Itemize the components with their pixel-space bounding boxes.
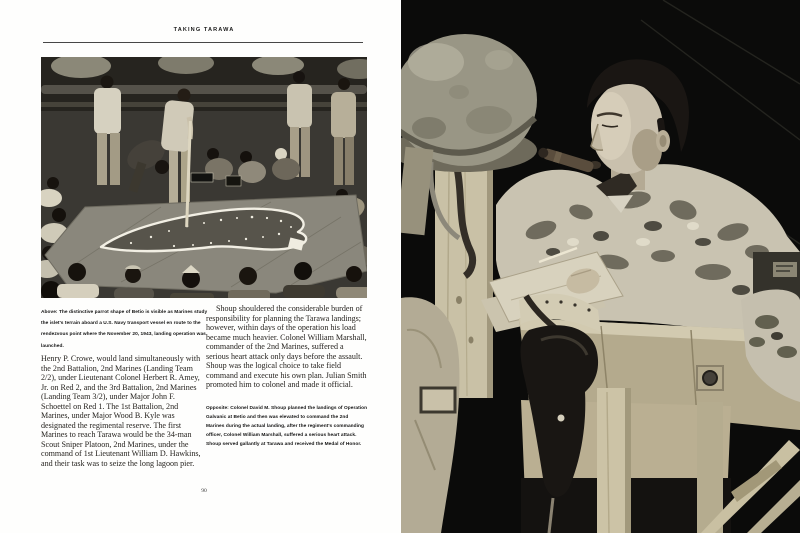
photo-caption-above: Above: The distinctive parrot shape of Betio is visible as Marines study the islet's terrain aboard a U.S. Navy transport vessel en route to the rendezvous point where the November 20, 1943, landing operation was launched. [41,310,208,349]
desk-latch [703,371,717,385]
body-text: Shoup shouldered the considerable burden of responsibility for planning the Tarawa landings; however, within days of the operation his load became much heavier. Colonel William Marshall, commander of the 2nd Marines, suffered a serious heart attack only days before the assault. Shoup was the logical choice to take field command and execute his own plan. Julian Smith promoted him to colonel and made it official. [206,304,367,389]
body-column-1 [41,354,203,468]
page-number: 90 [201,488,207,494]
running-header: TAKING TARAWA [173,27,235,33]
betio-briefing-illustration [41,57,367,298]
photo-betio-model-briefing [41,57,367,298]
bag-buckle [421,388,455,412]
header-rule [43,42,363,43]
body-text: Henry P. Crowe, would land simultaneously with the 2nd Battalion, 2nd Marines (Landing Team 2/2), under Lieutenant Colonel Herbert R. Amey, Jr. on Red 2, and the 3rd Battalion, 2nd Marines (Landing Team 3/2), under Major John F. Schoettel on Red 1. The 1st Battalion, 2nd Marines, under Major Wood B. Kyle was designated the regimental reserve. The first Marines to reach Tarawa would be the 34-man Scout Sniper Platoon, 2nd Marines, under the command of 1st Lieutenant William D. Hawkins, and their task was to seize the long lagoon pier. [41,354,201,468]
body-column-2 [206,304,368,450]
shoup-portrait-illustration [401,0,800,533]
photo-caption-opposite: Opposite: Colonel David M. Shoup planned the landings of Operation Galvanic at Betio and then was elevated to command the 2nd Marines during the actual landing, after the regiment's commanding officer, Colonel William Marshall, suffered a serious heart attack. Shoup served gallantly at Tarawa and received the Medal of Honor. [206,405,368,448]
photo-colonel-shoup [401,0,800,533]
